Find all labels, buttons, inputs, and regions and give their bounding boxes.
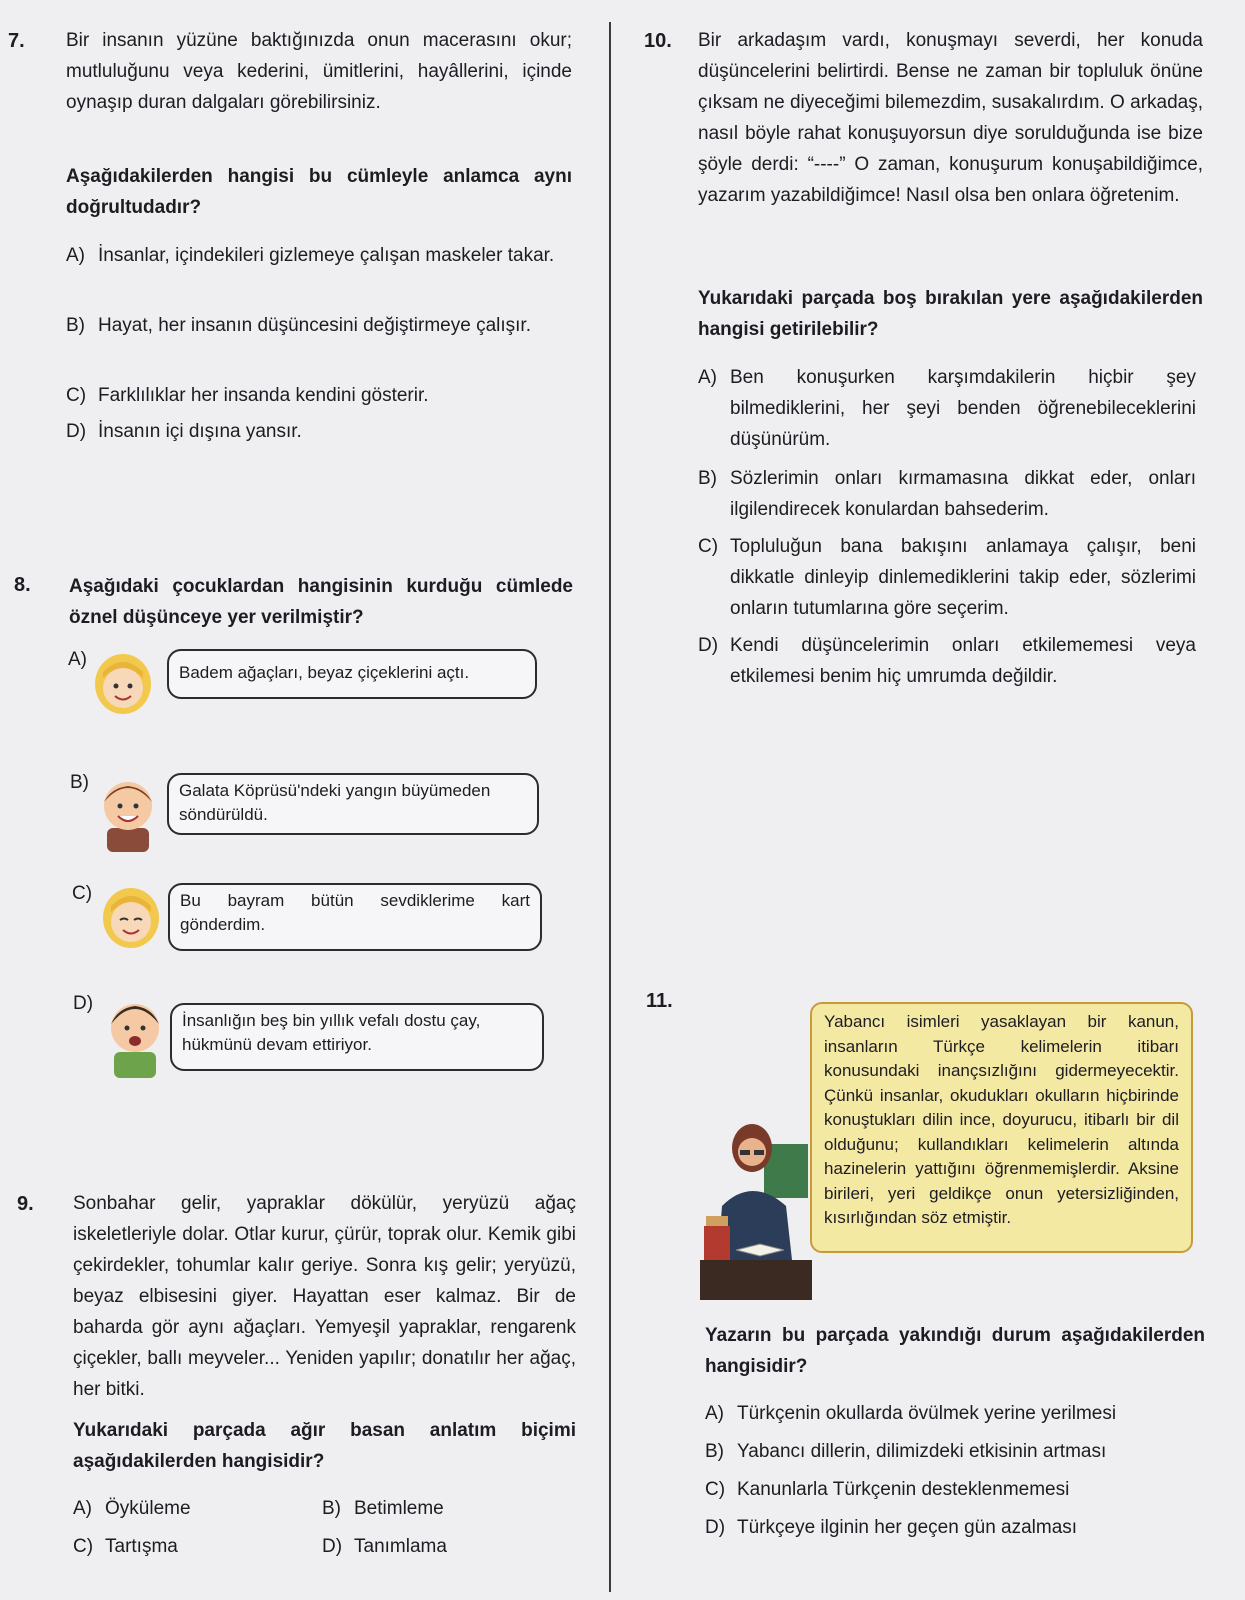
question-11-option-d[interactable]: D) Türkçeye ilginin her geçen gün azalması — [705, 1517, 1078, 1538]
question-8-number: 8. — [14, 574, 31, 596]
question-9-option-a[interactable]: A) Öyküleme — [73, 1498, 191, 1519]
option-text: Kanunlarla Türkçenin desteklenmemesi — [737, 1479, 1070, 1500]
speech-bubble-c: Bu bayram bütün sevdiklerime kart gönderdim. — [168, 883, 542, 951]
question-7-prompt: Aşağıdakilerden hangisi bu cümleyle anlamca aynı doğrultudadır? — [66, 166, 572, 218]
question-7-number: 7. — [8, 30, 25, 52]
speech-bubble-b: Galata Köprüsü'ndeki yangın büyümeden söndürüldü. — [167, 773, 539, 835]
question-11-option-b[interactable]: B) Yabancı dillerin, dilimizdeki etkisinin artması — [705, 1441, 1107, 1462]
teacher-illustration-icon — [700, 1110, 812, 1300]
question-8-option-b-label[interactable]: B) — [70, 772, 89, 793]
option-text: Öyküleme — [105, 1498, 191, 1519]
question-7-option-d[interactable]: D) İnsanın içi dışına yansır. — [66, 421, 302, 442]
option-text: Sözlerimin onları kırmamasına dikkat eder, onları ilgilendirecek konulardan bahsederim. — [730, 468, 1196, 520]
question-10-number: 10. — [644, 30, 672, 52]
question-7-option-a[interactable]: A) İnsanlar, içindekileri gizlemeye çalışan maskeler takar. — [66, 245, 555, 266]
option-text: Farklılıklar her insanda kendini gösterir. — [98, 385, 429, 406]
question-11-number: 11. — [646, 990, 673, 1012]
question-8-option-c-label[interactable]: C) — [72, 883, 93, 904]
question-11-option-c[interactable]: C) Kanunlarla Türkçenin desteklenmemesi — [705, 1479, 1070, 1500]
option-text: İnsanın içi dışına yansır. — [98, 421, 302, 442]
question-7-option-b[interactable]: B) Hayat, her insanın düşüncesini değiştirmeye çalışır. — [66, 315, 531, 336]
option-text: Kendi düşüncelerimin onları etkilememesi veya etkilemesi benim hiç umrumda değildir. — [730, 635, 1196, 687]
speech-bubble-d: İnsanlığın beş bin yıllık vefalı dostu çay, hükmünü devam ettiriyor. — [170, 1003, 544, 1071]
option-text: Türkçenin okullarda övülmek yerine yerilmesi — [737, 1403, 1117, 1424]
question-10-prompt: Yukarıdaki parçada boş bırakılan yere aşağıdakilerden hangisi getirilebilir? — [698, 288, 1203, 340]
question-10-option-d[interactable]: D) Kendi düşüncelerimin onları etkilememesi veya etkilemesi benim hiç umrumda değildir. — [698, 630, 1203, 692]
option-text: Tanımlama — [354, 1536, 447, 1557]
question-10-passage: Bir arkadaşım vardı, konuşmayı severdi, her konuda düşüncelerini belirtirdi. Bense ne zaman bir topluluk önüne çıksam ne diyeceğimi bilemezdim, susakalırdım. O arkadaş, nasıl böyle rahat konuşuyorsun diye sorulduğunda ise bize şöyle derdi: “----” O zaman, konuşurum konuşabildiğimce, yazarım yazabildiğimce! Nasıl olsa ben onlara öğretenim. — [698, 30, 1203, 206]
question-11-prompt: Yazarın bu parçada yakındığı durum aşağıdakilerden hangisidir? — [705, 1325, 1205, 1377]
boy-avatar-icon — [102, 994, 168, 1080]
question-9-option-b[interactable]: B) Betimleme — [322, 1498, 444, 1519]
column-divider — [609, 22, 611, 1592]
question-9-passage: Sonbahar gelir, yapraklar dökülür, yeryüzü ağaç iskeletleriyle dolar. Otlar kurur, çürür, toprak olur. Kemik gibi çekirdekler, tohumlar kalır geriye. Sonra kış gelir; yeryüzü, beyaz elbisesini giyer. Hayattan eser kalmaz. Bir de baharda gör aynı ağaçları. Yemyeşil yapraklar, rengarenk çiçekler, ballı meyveler... Yeniden yapılır; donatılır her ağaç, her bitki. — [73, 1193, 576, 1400]
question-11-option-a[interactable]: A) Türkçenin okullarda övülmek yerine yerilmesi — [705, 1403, 1117, 1424]
question-7-passage: Bir insanın yüzüne baktığınızda onun macerasını okur; mutluluğunu veya kederini, ümitlerini, hayâllerini, içinde oynaşıp duran dalgaları görebilirsiniz. — [66, 30, 572, 113]
quote-box: Yabancı isimleri yasaklayan bir kanun, insanların Türkçe kelimelerin itibarı konusundaki inançsızlığını gidermeyecektir. Çünkü insanlar, okudukları okulların hiçbirinde konuştukları dilin ince, doyurucu, itibarlı bir dil olduğunu; kullandıkları kelimelerin altında hazinelerin yattığını öğrenmemişlerdir. Aksine birileri, yeri geldikçe onun yetersizliğinden, kısırlığından söz etmiştir. — [810, 1002, 1193, 1253]
question-9-prompt: Yukarıdaki parçada ağır basan anlatım biçimi aşağıdakilerden hangisidir? — [73, 1420, 576, 1472]
question-9-number: 9. — [17, 1193, 34, 1215]
question-8-prompt: Aşağıdaki çocuklardan hangisinin kurduğu cümlede öznel düşünceye yer verilmiştir? — [69, 576, 573, 628]
option-text: Ben konuşurken karşımdakilerin hiçbir şey bilmediklerini, her şeyi benden öğrenebileceklerini düşünürüm. — [730, 367, 1196, 450]
question-10-option-a[interactable]: A) Ben konuşurken karşımdakilerin hiçbir şey bilmediklerini, her şeyi benden öğrenebileceklerini düşünürüm. — [698, 362, 1203, 455]
question-8-option-d-label[interactable]: D) — [73, 993, 94, 1014]
question-9-option-c[interactable]: C) Tartışma — [73, 1536, 178, 1557]
question-10-option-b[interactable]: B) Sözlerimin onları kırmamasına dikkat eder, onları ilgilendirecek konulardan bahsederim. — [698, 463, 1203, 525]
option-text: Topluluğun bana bakışını anlamaya çalışır, beni dikkatle dinleyip dinlemediklerini takip eder, sözlerimi onların tutumlarına göre seçerim. — [730, 536, 1196, 619]
option-text: İnsanlar, içindekileri gizlemeye çalışan maskeler takar. — [98, 245, 555, 266]
option-text: Betimleme — [354, 1498, 444, 1519]
speech-bubble-a: Badem ağaçları, beyaz çiçeklerini açtı. — [167, 649, 537, 699]
girl-avatar-icon — [98, 882, 164, 956]
girl-avatar-icon — [90, 648, 156, 722]
option-text: Hayat, her insanın düşüncesini değiştirmeye çalışır. — [98, 315, 531, 336]
option-text: Tartışma — [105, 1536, 178, 1557]
option-text: Yabancı dillerin, dilimizdeki etkisinin artması — [737, 1441, 1107, 1462]
boy-avatar-icon — [95, 772, 161, 852]
question-10-option-c[interactable]: C) Topluluğun bana bakışını anlamaya çalışır, beni dikkatle dinleyip dinlemediklerini takip eder, sözlerimi onların tutumlarına göre seçerim. — [698, 531, 1203, 624]
question-8-option-a-label[interactable]: A) — [68, 649, 87, 670]
question-7-option-c[interactable]: C) Farklılıklar her insanda kendini gösterir. — [66, 385, 429, 406]
option-text: Türkçeye ilginin her geçen gün azalması — [737, 1517, 1078, 1538]
question-9-option-d[interactable]: D) Tanımlama — [322, 1536, 447, 1557]
